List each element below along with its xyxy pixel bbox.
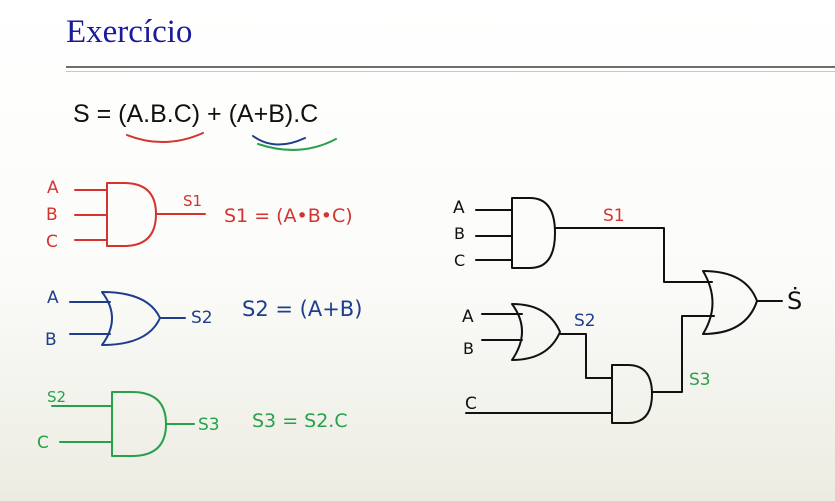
right-or-input-b: B (463, 339, 474, 358)
and1-input-a: A (47, 178, 59, 198)
right-and1-input-a: A (453, 198, 465, 218)
or1-output-label: S2 (191, 308, 213, 328)
or1-input-a: A (47, 288, 59, 308)
and2-output-label: S3 (198, 415, 220, 435)
or1-input-b: B (45, 330, 57, 350)
right-final-or-gate (703, 271, 782, 334)
and1-output-label: S1 (183, 192, 203, 210)
and-gate-2 (52, 392, 194, 456)
right-and2-output-label: S3 (689, 370, 711, 390)
right-or-output-label: S2 (574, 311, 596, 331)
right-and1-input-b: B (454, 224, 465, 243)
and2-input-s2: S2 (47, 388, 67, 406)
and2-expression: S3 = S2.C (252, 410, 348, 432)
or-gate-1 (70, 292, 185, 345)
right-and1-input-c: C (454, 251, 466, 270)
right-and-gate-2 (466, 316, 714, 423)
or1-expression: S2 = (A+B) (242, 297, 363, 321)
slide-title: Exercício (66, 14, 193, 50)
right-or-input-a: A (462, 307, 474, 327)
right-final-output-label: Ṡ (787, 287, 803, 315)
and1-input-c: C (46, 232, 58, 252)
and2-input-c: C (37, 433, 49, 453)
underline-aplusb (253, 136, 305, 145)
and1-input-b: B (46, 205, 58, 225)
underline-abc (127, 133, 203, 142)
boolean-equation: S = (A.B.C) + (A+B).C (73, 100, 319, 128)
right-and1-output-label: S1 (603, 206, 625, 226)
and1-expression: S1 = (A•B•C) (224, 205, 353, 227)
right-and2-input-c: C (465, 394, 477, 414)
right-and-gate-1 (476, 198, 712, 282)
